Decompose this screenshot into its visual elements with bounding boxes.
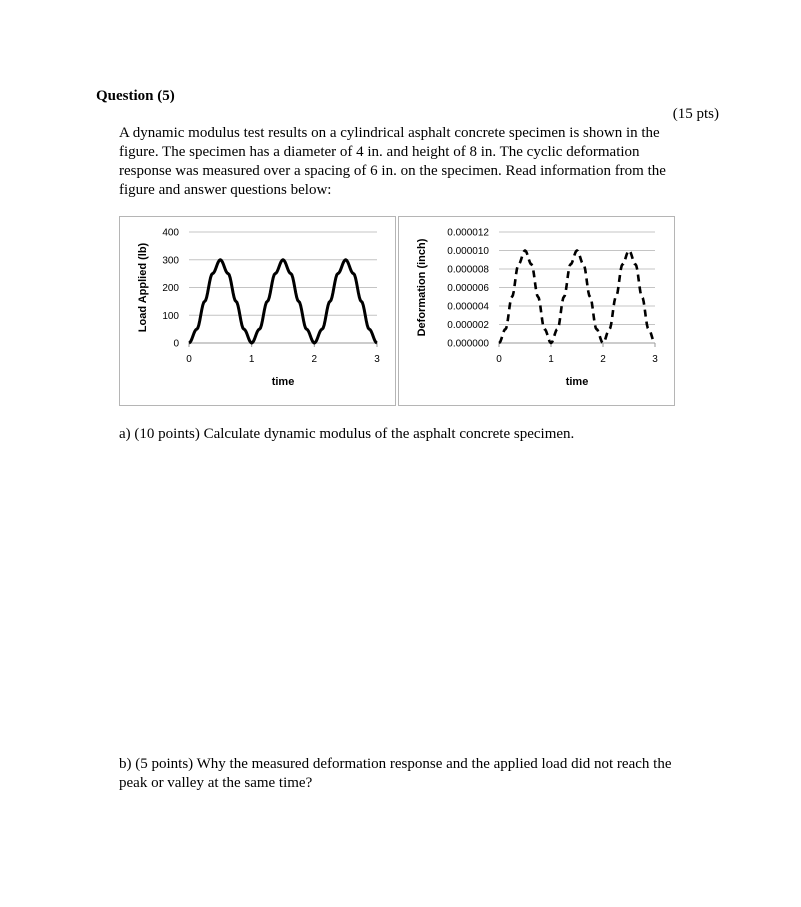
y-tick-label: 0.000008 [447,264,489,276]
x-tick-label: 1 [248,354,255,365]
y-tick-label: 0.000010 [447,246,489,257]
load-chart-container [119,216,396,406]
deformation-chart-container [398,216,675,406]
y-tick-label: 0.000004 [447,301,489,313]
x-axis-label: time [271,376,295,388]
x-tick-label: 3 [374,354,380,365]
y-tick-label: 100 [162,310,179,322]
question-body-line: figure and answer questions below: [119,182,332,198]
series-line [189,260,377,343]
y-axis-label: Load Applied (lb) [137,242,149,333]
y-tick-label: 0.000012 [447,227,489,239]
question-body [119,124,719,200]
x-tick-label: 1 [548,354,554,365]
y-tick-label: 400 [162,227,179,239]
part-a-question: a) (10 points) Calculate dynamic modulus of the asphalt concrete specimen. [119,426,575,442]
x-axis-label: time [565,376,589,388]
y-tick-label: 0.000000 [447,338,489,350]
question-title: Question (5) [96,88,175,104]
part-b-line: peak or valley at the same time? [119,775,313,791]
y-axis-label: Deformation (inch) [416,238,428,337]
load-chart [120,217,395,405]
x-tick-label: 2 [311,354,318,365]
part-b-line: b) (5 points) Why the measured deformation response and the applied load did not reach the [119,756,672,772]
question-body-line: response was measured over a spacing of 6 in. on the specimen. Read information from the [119,163,666,179]
x-tick-label: 0 [186,354,192,365]
x-tick-label: 0 [496,354,502,365]
y-tick-label: 0 [173,338,179,350]
series-line [499,251,655,344]
part-b-question [119,755,719,793]
x-tick-label: 3 [652,354,658,365]
x-tick-label: 2 [600,354,606,365]
deformation-chart [399,217,674,405]
y-tick-label: 200 [162,283,179,294]
y-tick-label: 300 [162,255,179,267]
y-tick-label: 0.000002 [447,320,489,331]
question-body-line: figure. The specimen has a diameter of 4 in. and height of 8 in. The cyclic deformation [119,144,640,160]
question-points: (15 pts) [672,106,719,122]
y-tick-label: 0.000006 [447,283,489,294]
question-body-line: A dynamic modulus test results on a cylindrical asphalt concrete specimen is shown in the [119,125,660,141]
